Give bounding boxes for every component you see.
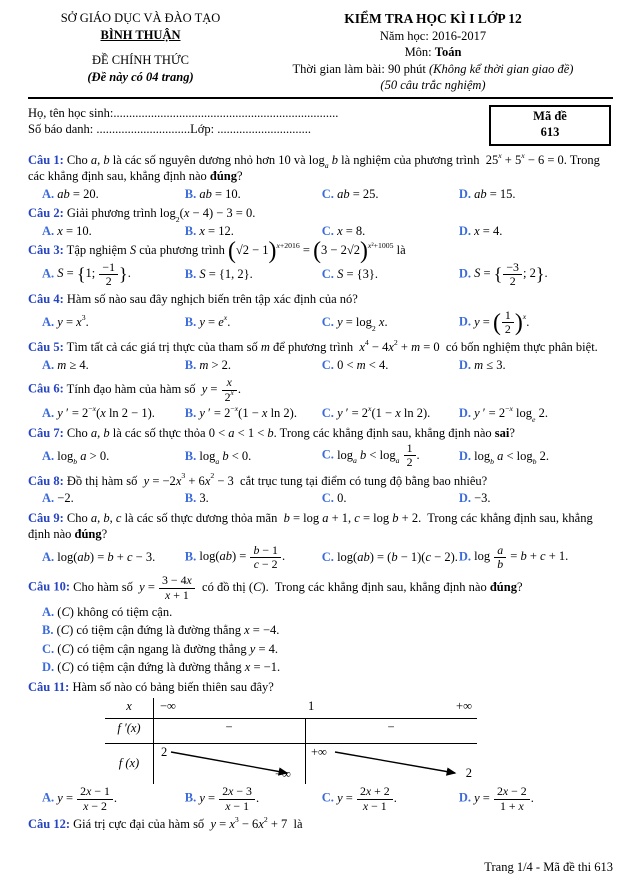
option — [42, 405, 185, 422]
bbt-arrows — [105, 743, 477, 784]
option-text: log(ab) = (b − 1)(c − 2). — [337, 550, 458, 565]
question-line — [28, 291, 613, 308]
question-text: Cho a, b, c là các số thực dương thỏa mãn b = log a + 1, c = log b + 2. Trong các khẳng định sau, khẳng định nào đúng? — [28, 510, 593, 542]
option-text: 0. — [337, 491, 347, 506]
option-letter: A. — [42, 790, 55, 805]
option-text: S = {3}. — [337, 267, 378, 282]
option — [42, 357, 185, 374]
options — [28, 309, 613, 337]
student-info — [28, 105, 613, 149]
province-name: BÌNH THUẬN — [100, 27, 181, 42]
subject-label: Môn: — [404, 45, 435, 60]
option-text: m > 2. — [199, 357, 232, 372]
bbt-x-plus-inf: +∞ — [456, 699, 472, 714]
options — [28, 186, 613, 203]
option-text: y ′ = $2^{-x}(x$ ln 2 − 1). — [57, 403, 155, 421]
option-text: $\log_b a > 0$. — [57, 448, 110, 467]
student-id-label: Số báo danh: .............................. — [28, 122, 191, 137]
option-text: y ′ = $2^{-x}(1 - x$ ln 2). — [199, 403, 297, 421]
option-letter: A. — [42, 491, 55, 506]
option-letter: D. — [458, 448, 471, 463]
question — [28, 510, 613, 572]
option-letter: D. — [458, 186, 471, 201]
option-letter: D. — [458, 357, 471, 372]
option-text: (C) có tiệm cận đứng là đường thẳng x = −4. — [56, 623, 280, 638]
bbt-fprime-sign-left: − — [225, 720, 233, 735]
question-line — [28, 816, 613, 833]
question-line — [28, 205, 613, 222]
option-text: $y = \log_2 x$. — [337, 315, 388, 334]
question-label: Câu 4: — [28, 292, 64, 307]
option — [459, 309, 613, 337]
question-label: Câu 1: — [28, 152, 64, 167]
option — [42, 314, 185, 331]
question-line — [28, 376, 613, 404]
question-text: Tính đạo hàm của hàm số y = $\frac{x}{2^x}$ . — [63, 375, 241, 404]
option-letter: D. — [458, 266, 471, 281]
option — [459, 261, 613, 289]
option — [42, 448, 185, 465]
subject-line — [253, 44, 613, 61]
option-letter: D. — [458, 491, 471, 506]
option-text: log(ab) = b + c − 3. — [57, 550, 156, 565]
option-letter: D. — [458, 549, 471, 564]
header-right — [253, 10, 613, 94]
exam-code-label: Mã đề — [533, 108, 567, 123]
question-text: Đồ thị hàm số $y = -2x^3 + 6x^2 - 3$ cắt trục tung tại điểm có tung độ bằng bao nhiêu? — [63, 471, 488, 488]
options — [28, 785, 613, 813]
option-text: y ′ = $2^x(1 - x$ ln 2). — [337, 403, 431, 421]
option — [322, 266, 459, 283]
option-letter: D. — [42, 660, 55, 675]
option — [459, 223, 613, 240]
option — [185, 186, 322, 203]
option — [322, 490, 459, 507]
option-letter: A. — [42, 357, 55, 372]
question-label: Câu 3: — [28, 243, 64, 258]
question-line — [28, 152, 613, 185]
bbt-x-critical: 1 — [308, 699, 315, 714]
question — [28, 205, 613, 239]
option — [322, 442, 459, 470]
option-text: log(ab) = $\frac{b - 1}{c - 2}$ . — [199, 542, 286, 571]
subject-value: Toán — [434, 45, 462, 60]
question-label: Câu 9: — [28, 510, 64, 525]
option-letter: C. — [321, 550, 334, 565]
option — [42, 261, 185, 289]
options — [28, 405, 613, 422]
option-letter: A. — [42, 315, 55, 330]
question — [28, 375, 613, 424]
bbt-f-label: f (x) — [118, 756, 140, 771]
question-line — [28, 238, 613, 265]
header-left — [28, 10, 253, 94]
option — [459, 448, 613, 465]
bbt-f-left-top: 2 — [161, 745, 168, 760]
question-text: Giá trị cực đại của hàm số $y = x^3 - 6x^2 + 7$ là — [70, 814, 303, 831]
option — [185, 785, 322, 813]
option-letter: A. — [42, 448, 55, 463]
question-label: Câu 7: — [28, 425, 64, 440]
bbt-fprime-label: f ′(x) — [117, 721, 141, 736]
option-letter: B. — [184, 223, 197, 238]
option-letter: B. — [184, 491, 197, 506]
question-label: Câu 12: — [28, 816, 71, 831]
option-letter: C. — [321, 491, 334, 506]
option — [322, 223, 459, 240]
question-label: Câu 11: — [28, 679, 70, 694]
question-text: Tập nghiệm S của phương trình $(√2 - 1)^{x+2016} = (3 - 2√2)^{x^2+1005}$ là — [63, 238, 406, 265]
option — [322, 405, 459, 422]
option — [322, 357, 459, 374]
exam-header — [28, 10, 613, 94]
option-text: log $\frac{a}{b}$ = b + c + 1. — [474, 542, 569, 571]
option-letter: D. — [458, 223, 471, 238]
option-text: $\log_b a < \log_b 2$. — [474, 448, 549, 467]
student-name-line: Họ, tên học sinh:........................................................................ — [28, 105, 339, 120]
question — [28, 816, 613, 833]
option-text: −2. — [57, 491, 74, 506]
question — [28, 291, 613, 336]
question-line — [28, 339, 613, 356]
option-text: y = $\frac{2x - 3}{x - 1}$ . — [199, 784, 260, 813]
option-text: y = $\frac{2x - 2}{1 + x}$ . — [474, 784, 534, 813]
official-exam-label: ĐỀ CHÍNH THỨC — [92, 53, 189, 67]
question-label: Câu 2: — [28, 206, 64, 221]
option-letter: A. — [42, 186, 55, 201]
question — [28, 152, 613, 203]
option — [185, 314, 322, 331]
option — [185, 544, 322, 572]
option-letter: B. — [184, 186, 197, 201]
exam-code-box — [489, 105, 611, 146]
bbt-f-left-bottom: −∞ — [275, 767, 291, 782]
question-count-note: (50 câu trắc nghiệm) — [380, 78, 486, 93]
option-letter: C. — [321, 186, 334, 201]
option-letter: C. — [321, 357, 334, 372]
question-text: Hàm số nào sau đây nghịch biến trên tập xác định của nó? — [63, 292, 358, 307]
option-letter: C. — [321, 406, 334, 421]
option-text: x = 12. — [199, 223, 234, 238]
option-text: y = $\frac{2x - 1}{x - 2}$ . — [57, 784, 118, 813]
department-name: SỞ GIÁO DỤC VÀ ĐÀO TẠO — [60, 11, 221, 25]
duration-line — [253, 61, 613, 78]
option — [459, 186, 613, 203]
question-text: Cho hàm số y = $\frac{3 - 4x}{x + 1}$ có đồ thị (C). Trong các khẳng định sau, khẳng định nào đúng? — [70, 573, 523, 602]
options — [28, 223, 613, 240]
option — [42, 549, 185, 566]
option-text: y ′ = $2^{-x}$ $\log_e 2$. — [474, 403, 548, 424]
option-text: 0 < m < 4. — [337, 357, 389, 372]
options — [28, 544, 613, 572]
option-letter: C. — [321, 223, 334, 238]
options — [28, 261, 613, 289]
option-letter: D. — [458, 790, 471, 805]
option-letter: D. — [458, 406, 471, 421]
option — [42, 785, 185, 813]
page-count-note: (Đề này có 04 trang) — [87, 69, 194, 84]
question — [28, 473, 613, 507]
option — [185, 357, 322, 374]
student-id-line — [28, 121, 448, 138]
options — [28, 357, 613, 374]
option — [459, 544, 613, 572]
option-text: ab = 25. — [337, 186, 379, 201]
option-letter: A. — [42, 266, 55, 281]
question-label: Câu 10: — [28, 579, 71, 594]
question-text: Hàm số nào có bảng biến thiên sau đây? — [69, 679, 274, 694]
option-text: x = 8. — [337, 223, 366, 238]
option-text: (C) có tiệm cận đứng là đường thẳng x = −1. — [57, 660, 281, 675]
option — [42, 223, 185, 240]
option-letter: B. — [184, 406, 197, 421]
option-letter: C. — [42, 641, 55, 656]
bbt-x-label: x — [126, 699, 132, 714]
option — [321, 314, 459, 334]
option — [185, 266, 322, 283]
option-letter: C. — [321, 315, 334, 330]
option-text: $\log_a b < \log_a$ $\frac{1}{2}$ . — [337, 441, 420, 470]
option — [28, 659, 613, 676]
option — [28, 604, 613, 621]
student-class-label: Lớp: .............................. — [190, 122, 311, 137]
question-text: Cho a, b là các số nguyên dương nhỏ hơn 10 và $\log_a b$ là nghiệm của phương trình $25^x + 5^x - 6 = 0$. Trong các khẳng định sau, khẳng định nào đúng? — [28, 150, 600, 184]
option-letter: A. — [42, 406, 55, 421]
question-text: Tìm tất cả các giá trị thực của tham số m để phương trình $x^4 - 4x^2 + m = 0$ có bốn nghiệm thực phân biệt. — [63, 338, 598, 355]
option-letter: B. — [184, 790, 197, 805]
option-text: m ≥ 4. — [57, 357, 89, 372]
option-text: m ≤ 3. — [474, 357, 506, 372]
question-label: Câu 5: — [28, 340, 64, 355]
option-letter: B. — [184, 267, 197, 282]
bbt-x-minus-inf: −∞ — [160, 699, 176, 714]
question — [28, 238, 613, 289]
questions — [28, 152, 613, 833]
option — [42, 186, 185, 203]
option-text: ab = 20. — [57, 186, 99, 201]
option — [42, 490, 185, 507]
question-line — [28, 425, 613, 442]
option — [459, 405, 613, 422]
option-letter: C. — [321, 267, 334, 282]
question-text: Cho a, b là các số thực thỏa 0 < a < 1 < b. Trong các khẳng định sau, khẳng định nào sai? — [63, 425, 515, 440]
option — [459, 490, 613, 507]
question-line — [28, 473, 613, 490]
question-line — [28, 510, 613, 543]
option-text: (C) có tiệm cận ngang là đường thẳng y = 4. — [57, 641, 279, 656]
school-year: Năm học: 2016-2017 — [379, 28, 487, 43]
option-text: ab = 10. — [199, 186, 241, 201]
option-letter: B. — [184, 448, 197, 463]
option-text: $y = e^x$. — [199, 313, 231, 330]
option-letter: A. — [42, 550, 55, 565]
option-letter: B. — [184, 315, 197, 330]
option-text: (C) không có tiệm cận. — [57, 604, 173, 619]
option-text: $y = x^3$. — [57, 313, 89, 330]
option-letter: B. — [42, 623, 54, 638]
question — [28, 339, 613, 373]
option — [185, 448, 322, 465]
bbt-f-right-bottom: 2 — [465, 766, 472, 781]
question-label: Câu 6: — [28, 382, 64, 397]
option — [185, 405, 322, 422]
option-letter: A. — [42, 223, 55, 238]
duration-text: Thời gian làm bài: 90 phút — [292, 61, 429, 76]
bbt-f-right-top: +∞ — [311, 745, 327, 760]
options — [28, 604, 613, 676]
option-text: S = {1, 2}. — [199, 267, 253, 282]
option — [28, 622, 613, 639]
variation-table — [105, 698, 477, 784]
exam-code-value: 613 — [540, 125, 560, 140]
option — [322, 549, 459, 566]
option-letter: C. — [321, 790, 334, 805]
option-letter: B. — [184, 549, 197, 564]
question — [28, 425, 613, 470]
option-text: S = { $\frac{-3}{2}$ ; 2}. — [474, 259, 548, 289]
option — [185, 490, 322, 507]
option-text: y = ( $\frac{1}{2}$ )$^x$. — [474, 307, 530, 337]
option-text: S = {1; $\frac{-1}{2}$ }. — [57, 259, 131, 289]
options — [28, 490, 613, 507]
question — [28, 574, 613, 676]
option-letter: C. — [321, 447, 334, 462]
option — [459, 357, 613, 374]
options — [28, 442, 613, 470]
option-text: 3. — [199, 491, 209, 506]
option — [322, 785, 459, 813]
header-divider — [28, 97, 613, 99]
option-letter: B. — [184, 357, 197, 372]
question-text: Giải phương trình $\log_2(x - 4) - 3 = 0$. — [63, 206, 256, 224]
question — [28, 679, 613, 813]
bbt-fprime-sign-right: − — [387, 720, 395, 735]
option — [28, 641, 613, 658]
option-text: $\log_a b < 0$. — [199, 448, 252, 467]
option-text: x = 4. — [474, 223, 503, 238]
option-text: x = 10. — [57, 223, 92, 238]
option-letter: A. — [42, 604, 55, 619]
option — [459, 785, 613, 813]
option — [322, 186, 459, 203]
duration-note: (Không kể thời gian giao đề) — [428, 61, 574, 76]
option-text: −3. — [474, 491, 491, 506]
option-text: y = $\frac{2x + 2}{x - 1}$ . — [337, 784, 397, 813]
exam-title: KIỂM TRA HỌC KÌ I LỚP 12 — [344, 11, 522, 26]
page-footer: Trang 1/4 - Mã đề thi 613 — [484, 859, 613, 874]
question-label: Câu 8: — [28, 473, 64, 488]
question-line — [28, 574, 613, 602]
option-letter: D. — [458, 314, 471, 329]
question-line — [28, 679, 613, 696]
option — [185, 223, 322, 240]
option-text: ab = 15. — [474, 186, 516, 201]
